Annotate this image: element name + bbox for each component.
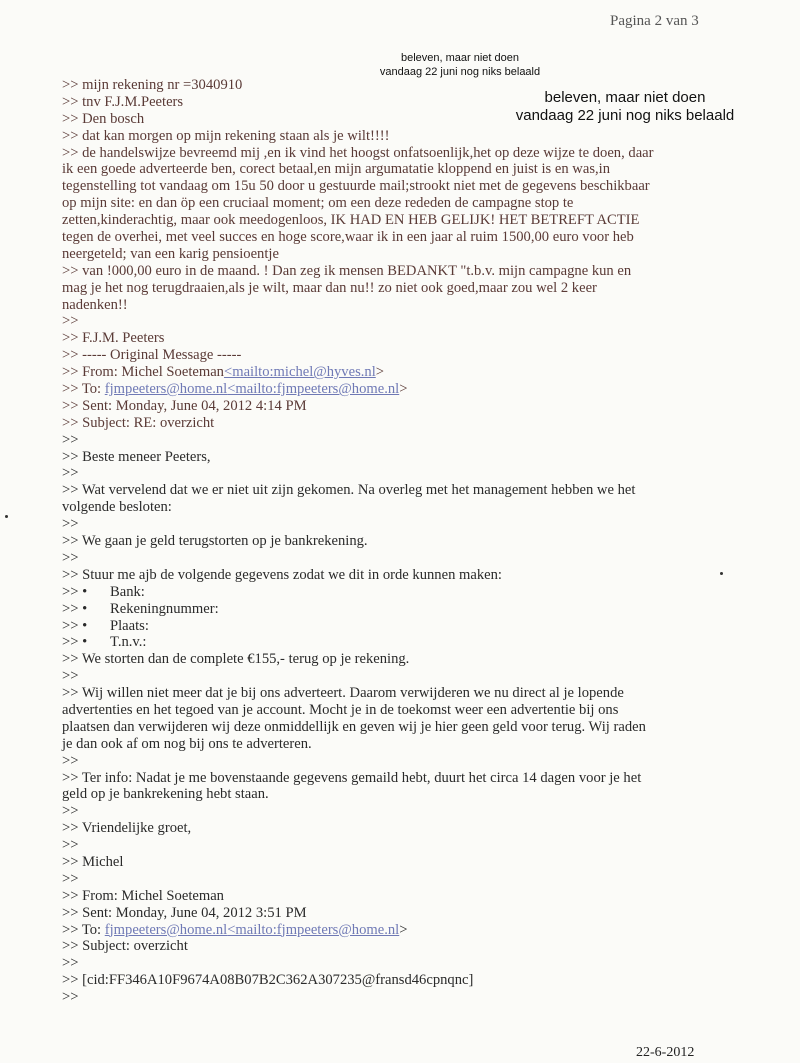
text-line: >> Den bosch bbox=[62, 110, 145, 127]
to-label: >> To: bbox=[62, 921, 105, 938]
to-email-link[interactable]: fjmpeeters@home.nl bbox=[104, 921, 228, 938]
text-line: >> bbox=[62, 803, 79, 820]
text-line: >> We gaan je geld terugstorten op je bankrekening. bbox=[62, 533, 368, 550]
text-line: >> van !000,00 euro in de maand. ! Dan zeg ik mensen BEDANKT "t.b.v. mijn campagne kun en bbox=[62, 262, 632, 279]
text-line: zetten,kinderachtig, maar ook meedogenloos, IK HAD EN HEB GELIJK! HET BETREFT ACTIE bbox=[62, 212, 640, 229]
handwritten-note-small bbox=[330, 51, 590, 79]
text-line: >> dat kan morgen op mijn rekening staan als je wilt!!!! bbox=[62, 127, 390, 144]
to-label: >> To: bbox=[62, 381, 105, 398]
footer-date: 22-6-2012 bbox=[636, 1045, 695, 1060]
cid-line: >> [cid:FF346A10F9674A08B07B2C362A307235@fransd46cpnqnc] bbox=[62, 972, 474, 989]
from-end: > bbox=[375, 364, 384, 381]
text-line: >> F.J.M. Peeters bbox=[62, 330, 165, 347]
text-line: >> Wat vervelend dat we er niet uit zijn gekomen. Na overleg met het management hebben we het bbox=[62, 482, 636, 499]
text-line: op mijn site: en dan öp een cruciaal moment; om een deze rededen de campagne stop te bbox=[62, 195, 574, 212]
bullet-item-plaats bbox=[62, 618, 742, 635]
bullet-prefix: >> • bbox=[62, 600, 88, 617]
text-line: >> bbox=[62, 989, 79, 1006]
note-large-line1: beleven, maar niet doen bbox=[544, 89, 706, 106]
text-line: >> From: Michel Soeteman bbox=[62, 887, 224, 904]
to-email-link[interactable]: fjmpeeters@home.nl bbox=[104, 381, 228, 398]
text-line: volgende besloten: bbox=[62, 499, 172, 516]
text-line: >> Michel bbox=[62, 853, 124, 870]
text-line: neergeteld; van een karig pensioentje bbox=[62, 245, 279, 262]
text-line: >> Stuur me ajb de volgende gegevens zodat we dit in orde kunnen maken: bbox=[62, 566, 502, 583]
email-sent-line: >> Sent: Monday, June 04, 2012 4:14 PM bbox=[62, 397, 307, 414]
note-small-line1: beleven, maar niet doen bbox=[400, 52, 520, 64]
to-mailto-link[interactable]: <mailto:fjmpeeters@home.nl bbox=[227, 381, 400, 398]
from-label: >> From: Michel Soeteman bbox=[62, 364, 224, 381]
text-line: >> tnv F.J.M.Peeters bbox=[62, 93, 184, 110]
bullet-prefix: >> • bbox=[62, 617, 88, 634]
text-line: >> Vriendelijke groet, bbox=[62, 820, 192, 837]
text-line: ik een goede adverteerde ben, corect betaal,en mijn argumatatie kloppend en juist is en was,in bbox=[62, 161, 611, 178]
email-to-line bbox=[62, 381, 742, 398]
scan-speck bbox=[5, 515, 8, 518]
bullet-label: T.n.v.: bbox=[110, 634, 147, 651]
text-line: >> bbox=[62, 752, 79, 769]
bullet-prefix: >> • bbox=[62, 583, 88, 600]
text-line: >> mijn rekening nr =3040910 bbox=[62, 77, 243, 93]
text-line: geld op je bankrekening hebt staan. bbox=[62, 786, 269, 803]
text-line: >> ----- Original Message ----- bbox=[62, 347, 242, 364]
bullet-label: Plaats: bbox=[110, 617, 149, 634]
text-line: >> bbox=[62, 465, 79, 482]
email-subject-line: >> Subject: RE: overzicht bbox=[62, 414, 215, 431]
note-small-line2: vandaag 22 juni nog niks belaald bbox=[379, 66, 541, 78]
bullet-label: Bank: bbox=[110, 583, 145, 600]
text-line: >> Ter info: Nadat je me bovenstaande gegevens gemaild hebt, duurt het circa 14 dagen voor je het bbox=[62, 769, 642, 786]
text-line: >> bbox=[62, 431, 79, 448]
text-line: >> bbox=[62, 313, 79, 330]
text-line: >> Wij willen niet meer dat je bij ons adverteert. Daarom verwijderen we nu direct al je lopende bbox=[62, 685, 624, 702]
bullet-item-rekeningnummer bbox=[62, 601, 742, 618]
bullet-prefix: >> • bbox=[62, 634, 88, 651]
text-line: >> bbox=[62, 668, 79, 685]
text-line: tegenstelling tot vandaag om 15u 50 door u gestuurde mail;strookt niet met de gegevens beschikbaar bbox=[62, 178, 650, 195]
note-large-line2: vandaag 22 juni nog niks belaald bbox=[515, 107, 735, 124]
text-line: mag je het nog terugdraaien,als je wilt, maar dan nu!! zo niet ook goed,maar zou wel 2 keer bbox=[62, 279, 597, 296]
text-line: >> bbox=[62, 870, 79, 887]
text-line: je dan ook af om nog bij ons te adverteren. bbox=[62, 735, 312, 752]
email-from-line bbox=[62, 364, 742, 381]
bullet-label: Rekeningnummer: bbox=[110, 600, 219, 617]
text-line: >> We storten dan de complete €155,- terug op je rekening. bbox=[62, 651, 410, 668]
text-line: advertenties en het tegoed van je account. Mocht je in de toekomst weer een advertentie bij ons bbox=[62, 701, 619, 718]
text-line: nadenken!! bbox=[62, 296, 128, 313]
text-line: >> Beste meneer Peeters, bbox=[62, 448, 211, 465]
text-line: >> de handelswijze bevreemd mij ,en ik vind het hoogst onfatsoenlijk,het op deze wijze te doen, daar bbox=[62, 144, 654, 161]
text-line: >> Sent: Monday, June 04, 2012 3:51 PM bbox=[62, 904, 307, 921]
email2-to-line bbox=[62, 922, 742, 939]
text-line: tegen de overhei, met veel succes en hoge score,waar ik in een jaar al ruim 1500,00 euro voor heb bbox=[62, 229, 634, 246]
text-line: >> bbox=[62, 955, 79, 972]
bullet-item-tnv bbox=[62, 634, 742, 651]
text-line: >> bbox=[62, 549, 79, 566]
scan-speck bbox=[720, 572, 723, 575]
text-line: >> bbox=[62, 516, 79, 533]
text-line: >> bbox=[62, 837, 79, 854]
to-end: > bbox=[399, 921, 408, 938]
text-line: plaatsen dan verwijderen wij deze onmiddellijk en geven wij je hier geen geld voor terug. Wij raden bbox=[62, 718, 646, 735]
to-mailto-link[interactable]: <mailto:fjmpeeters@home.nl bbox=[227, 921, 400, 938]
email2-subject-line: >> Subject: overzicht bbox=[62, 938, 188, 955]
email-document-body bbox=[62, 77, 742, 1006]
from-mailto-link[interactable]: <mailto:michel@hyves.nl bbox=[223, 364, 376, 381]
bullet-item-bank bbox=[62, 584, 742, 601]
page-number: Pagina 2 van 3 bbox=[610, 13, 699, 29]
to-end: > bbox=[399, 381, 408, 398]
